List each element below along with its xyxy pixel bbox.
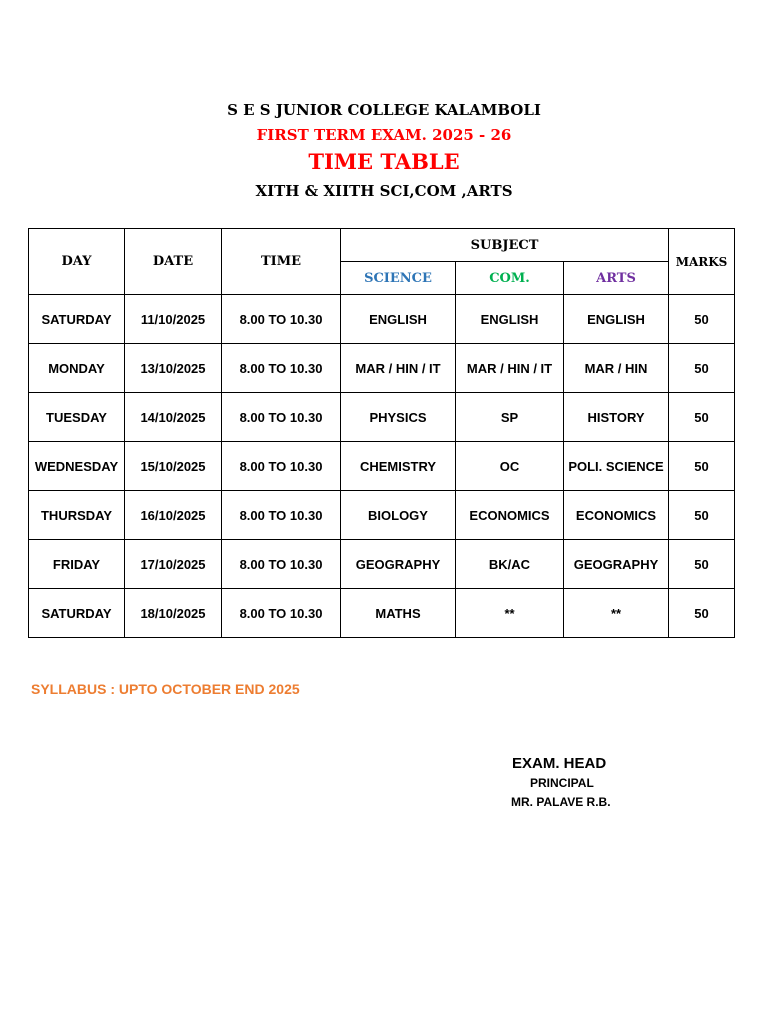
cell-date: 13/10/2025 [125,344,222,393]
cell-marks: 50 [669,393,735,442]
header-subject: SUBJECT [341,229,669,262]
cell-time: 8.00 TO 10.30 [222,540,341,589]
cell-commerce: OC [456,442,564,491]
cell-day: FRIDAY [29,540,125,589]
cell-date: 18/10/2025 [125,589,222,638]
header-arts: ARTS [564,262,669,295]
cell-day: SATURDAY [29,589,125,638]
cell-arts: ** [564,589,669,638]
cell-arts: HISTORY [564,393,669,442]
cell-science: GEOGRAPHY [341,540,456,589]
cell-time: 8.00 TO 10.30 [222,344,341,393]
cell-marks: 50 [669,491,735,540]
signature-role: PRINCIPAL [530,776,594,790]
header-commerce: COM. [456,262,564,295]
cell-date: 14/10/2025 [125,393,222,442]
table-row [29,589,735,638]
table-row [29,344,735,393]
signature-name: MR. PALAVE R.B. [511,795,611,809]
cell-arts: GEOGRAPHY [564,540,669,589]
cell-commerce: ** [456,589,564,638]
cell-date: 15/10/2025 [125,442,222,491]
cell-commerce: MAR / HIN / IT [456,344,564,393]
cell-marks: 50 [669,540,735,589]
cell-commerce: BK/AC [456,540,564,589]
header-science: SCIENCE [341,262,456,295]
college-name: S E S JUNIOR COLLEGE KALAMBOLI [227,101,541,119]
table-row [29,295,735,344]
cell-arts: ENGLISH [564,295,669,344]
cell-science: MATHS [341,589,456,638]
cell-arts: ECONOMICS [564,491,669,540]
cell-science: PHYSICS [341,393,456,442]
cell-day: SATURDAY [29,295,125,344]
table-row [29,393,735,442]
class-streams: XITH & XIITH SCI,COM ,ARTS [255,182,513,200]
cell-science: BIOLOGY [341,491,456,540]
header-time: TIME [222,229,341,295]
syllabus-note: SYLLABUS : UPTO OCTOBER END 2025 [31,681,300,697]
cell-day: THURSDAY [29,491,125,540]
timetable [28,228,735,638]
table-row [29,491,735,540]
cell-marks: 50 [669,295,735,344]
exam-term: FIRST TERM EXAM. 2025 - 26 [256,126,512,144]
cell-science: ENGLISH [341,295,456,344]
cell-date: 16/10/2025 [125,491,222,540]
cell-arts: POLI. SCIENCE [564,442,669,491]
cell-date: 11/10/2025 [125,295,222,344]
signature-title: EXAM. HEAD [512,755,607,772]
cell-time: 8.00 TO 10.30 [222,393,341,442]
header-day: DAY [29,229,125,295]
table-row [29,540,735,589]
cell-day: WEDNESDAY [29,442,125,491]
cell-time: 8.00 TO 10.30 [222,491,341,540]
cell-commerce: ENGLISH [456,295,564,344]
cell-day: MONDAY [29,344,125,393]
cell-marks: 50 [669,589,735,638]
cell-time: 8.00 TO 10.30 [222,295,341,344]
cell-arts: MAR / HIN [564,344,669,393]
cell-day: TUESDAY [29,393,125,442]
cell-commerce: ECONOMICS [456,491,564,540]
cell-marks: 50 [669,442,735,491]
cell-science: CHEMISTRY [341,442,456,491]
cell-commerce: SP [456,393,564,442]
header-date: DATE [125,229,222,295]
cell-science: MAR / HIN / IT [341,344,456,393]
cell-time: 8.00 TO 10.30 [222,589,341,638]
page-title: TIME TABLE [308,149,460,174]
table-row [29,442,735,491]
header-marks: MARKS [669,229,735,295]
cell-marks: 50 [669,344,735,393]
cell-date: 17/10/2025 [125,540,222,589]
cell-time: 8.00 TO 10.30 [222,442,341,491]
